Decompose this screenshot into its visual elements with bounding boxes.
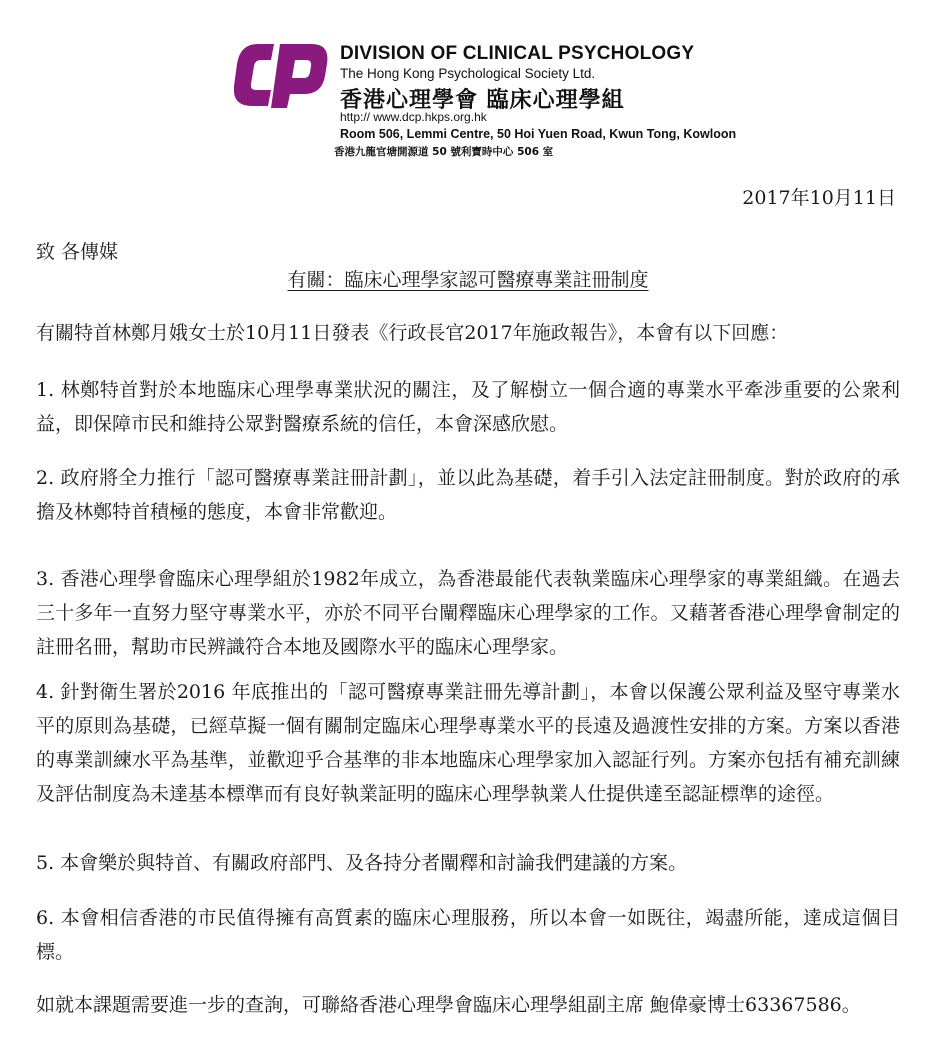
org-address-zh: 香港九龍官塘開源道 50 號利寶時中心 506 室	[334, 146, 554, 158]
letter-date: 2017年10月11日	[742, 187, 896, 209]
point-5: 5. 本會樂於與特首、有關政府部門、及各持分者闡釋和討論我們建議的方案。	[36, 852, 688, 874]
logo-p-shape	[271, 44, 327, 108]
letter-recipient: 致 各傳媒	[36, 241, 119, 263]
org-title: DIVISION OF CLINICAL PSYCHOLOGY	[340, 43, 695, 64]
subject-text: 有關：臨床心理學家認可醫療專業註冊制度	[287, 269, 649, 291]
closing-paragraph: 如就本課題需要進一步的查詢，可聯絡香港心理學會臨床心理學組副主席 鮑偉豪博士63367586。	[36, 994, 861, 1016]
logo-c-shape	[234, 44, 274, 106]
org-url: http:// www.dcp.hkps.org.hk	[340, 110, 487, 124]
dcp-logo-icon	[234, 42, 330, 108]
org-address-en: Room 506, Lemmi Centre, 50 Hoi Yuen Road, Kwun Tong, Kowloon	[340, 127, 737, 141]
point-2: 2. 政府將全力推行「認可醫療專業註冊計劃」，並以此為基礎，着手引入法定註冊制度。對於政府的承擔及林鄭特首積極的態度，本會非常歡迎。	[36, 467, 900, 523]
point-4: 4. 針對衛生署於2016 年底推出的「認可醫療專業註冊先導計劃」，本會以保護公眾利益及堅守專業水平的原則為基礎，已經草擬一個有關制定臨床心理學專業水平的長遠及過渡性安排的方案。方案以香港的專業訓練水平為基準，並歡迎乎合基準的非本地臨床心理學家加入認証行列。方案亦包括有補充訓練及評估制度為未達基本標準而有良好執業証明的臨床心理學執業人仕提供達至認証標準的途徑。	[36, 681, 900, 805]
intro-paragraph: 有關特首林鄭月娥女士於10月11日發表《行政長官2017年施政報告》，本會有以下回應：	[36, 322, 789, 344]
letter-subject	[0, 265, 936, 292]
point-1: 1. 林鄭特首對於本地臨床心理學專業狀況的關注，及了解樹立一個合適的專業水平牽涉重要的公衆利益，即保障市民和維持公眾對醫療系統的信任，本會深感欣慰。	[36, 379, 900, 435]
point-3: 3. 香港心理學會臨床心理學組於1982年成立，為香港最能代表執業臨床心理學家的專業組織。在過去三十多年一直努力堅守專業水平，亦於不同平台闡釋臨床心理學家的工作。又藉著香港心理學會制定的註冊名冊，幫助市民辨識符合本地及國際水平的臨床心理學家。	[36, 568, 900, 658]
letterhead	[0, 0, 936, 175]
org-name-zh: 香港心理學會 臨床心理學組	[340, 87, 625, 113]
org-subtitle: The Hong Kong Psychological Society Ltd.	[340, 66, 596, 81]
point-6: 6. 本會相信香港的市民值得擁有高質素的臨床心理服務，所以本會一如既往，竭盡所能，達成這個目標。	[36, 907, 900, 963]
